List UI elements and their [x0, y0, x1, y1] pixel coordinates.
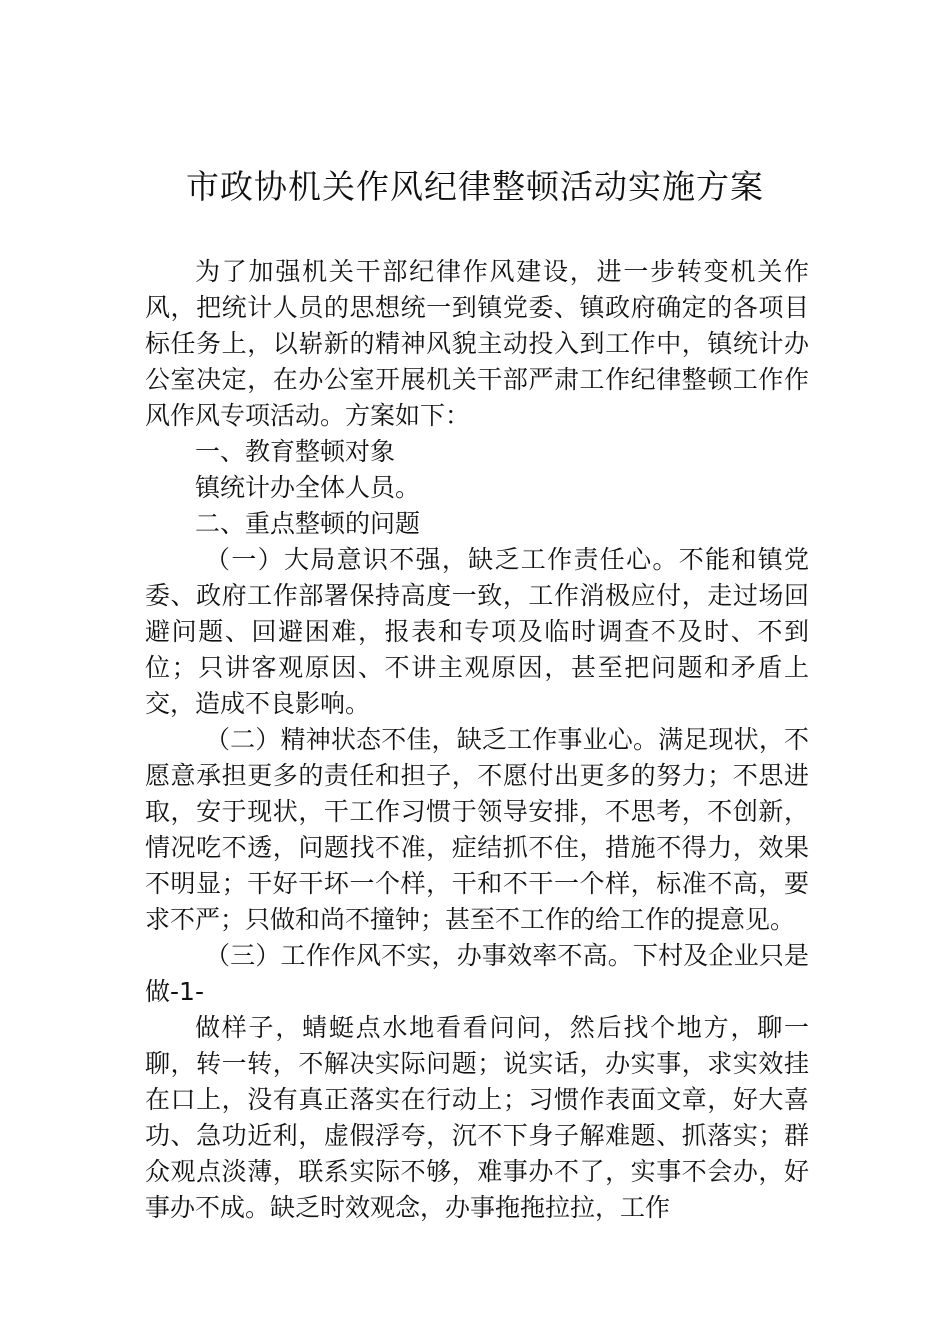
section-1-content: 镇统计办全体人员。 [195, 473, 421, 502]
section-heading-2: 二、重点整顿的问题 [195, 509, 421, 538]
issue-2-paragraph: （二）精神状态不佳，缺乏工作事业心。满足现状，不愿意承担更多的责任和担子，不愿付出更多的努力；不思进取，安于现状，干工作习惯于领导安排，不思考，不创新，情况吃不透，问题找不准，症结抓不住，措施不得力，效果不明显；干好干坏一个样，干和不干一个样，标准不高，要求不严；只做和尚不撞钟；甚至不工作的给工作的提意见。 [145, 725, 809, 934]
page-number: -1- [170, 977, 204, 1006]
document-body [145, 254, 809, 1226]
issue-3-paragraph [145, 938, 809, 1010]
intro-paragraph: 为了加强机关干部纪律作风建设，进一步转变机关作风，把统计人员的思想统一到镇党委、镇政府确定的各项目标任务上，以崭新的精神风貌主动投入到工作中，镇统计办公室决定，在办公室开展机关干部严肃工作纪律整顿工作作风作风专项活动。方案如下： [145, 257, 809, 430]
document-title: 市政协机关作风纪律整顿活动实施方案 [186, 167, 764, 206]
section-heading-1: 一、教育整顿对象 [195, 437, 396, 466]
issue-1-paragraph: （一）大局意识不强，缺乏工作责任心。不能和镇党委、政府工作部署保持高度一致，工作消极应付，走过场回避问题、回避困难，报表和专项及临时调查不及时、不到位；只讲客观原因、不讲主观原因，甚至把问题和矛盾上交，造成不良影响。 [145, 545, 809, 718]
issue-3-text: （三）工作作风不实，办事效率不高。下村及企业只是做 [145, 941, 809, 1006]
continuation-paragraph: 做样子，蜻蜓点水地看看问问，然后找个地方，聊一聊，转一转，不解决实际问题；说实话，办实事，求实效挂在口上，没有真正落实在行动上；习惯作表面文章，好大喜功、急功近利，虚假浮夸，沉不下身子解难题、抓落实；群众观点淡薄，联系实际不够，难事办不了，实事不会办，好事办不成。缺乏时效观念，办事拖拖拉拉，工作 [145, 1013, 809, 1222]
